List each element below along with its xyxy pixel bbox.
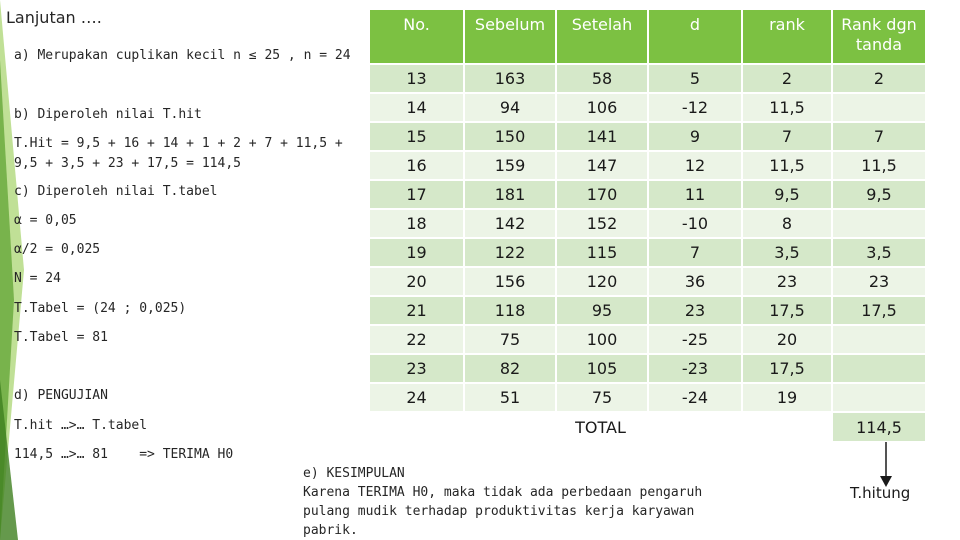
- wilcoxon-table: [370, 10, 927, 441]
- cell-rank-signed: [832, 325, 926, 354]
- cell-sebelum: 82: [464, 354, 556, 383]
- item-c: c) Diperoleh nilai T.tabel: [14, 184, 218, 199]
- cell-rank-signed: [832, 209, 926, 238]
- cell-sebelum: 163: [464, 64, 556, 93]
- cell-d: 12: [648, 151, 742, 180]
- alpha-half: α/2 = 0,025: [14, 242, 101, 257]
- cell-rank: 3,5: [742, 238, 832, 267]
- col-header-rank: rank: [742, 10, 832, 64]
- conclusion: [303, 464, 743, 540]
- total-row: [370, 412, 926, 441]
- cell-no: 15: [370, 122, 464, 151]
- cell-no: 23: [370, 354, 464, 383]
- cell-sebelum: 156: [464, 267, 556, 296]
- comparison-1: T.hit …>… T.tabel: [14, 418, 148, 433]
- total-label: TOTAL: [370, 412, 832, 441]
- thitung-label: T.hitung: [850, 484, 911, 502]
- cell-d: 7: [648, 238, 742, 267]
- col-header-rank-signed: Rank dgn tanda: [832, 10, 926, 64]
- n-value: N = 24: [14, 271, 61, 286]
- cell-setelah: 147: [556, 151, 648, 180]
- cell-sebelum: 122: [464, 238, 556, 267]
- cell-rank: 23: [742, 267, 832, 296]
- cell-sebelum: 142: [464, 209, 556, 238]
- cell-sebelum: 75: [464, 325, 556, 354]
- item-b: b) Diperoleh nilai T.hit: [14, 107, 202, 122]
- col-header-d: d: [648, 10, 742, 64]
- conclusion-heading: e) KESIMPULAN: [303, 466, 405, 481]
- slide-title: Lanjutan ….: [6, 8, 102, 27]
- cell-rank: 7: [742, 122, 832, 151]
- cell-rank: 17,5: [742, 296, 832, 325]
- cell-rank-signed: 9,5: [832, 180, 926, 209]
- cell-rank-signed: [832, 354, 926, 383]
- table-row: [370, 64, 926, 93]
- cell-d: 9: [648, 122, 742, 151]
- cell-rank: 11,5: [742, 151, 832, 180]
- table-row: [370, 267, 926, 296]
- cell-rank: 9,5: [742, 180, 832, 209]
- cell-rank-signed: [832, 383, 926, 412]
- cell-no: 19: [370, 238, 464, 267]
- cell-rank-signed: 2: [832, 64, 926, 93]
- cell-no: 22: [370, 325, 464, 354]
- cell-no: 13: [370, 64, 464, 93]
- cell-sebelum: 181: [464, 180, 556, 209]
- cell-sebelum: 150: [464, 122, 556, 151]
- cell-no: 16: [370, 151, 464, 180]
- table-row: [370, 180, 926, 209]
- cell-sebelum: 94: [464, 93, 556, 122]
- item-d: d) PENGUJIAN: [14, 388, 108, 403]
- cell-setelah: 106: [556, 93, 648, 122]
- cell-d: 23: [648, 296, 742, 325]
- cell-sebelum: 159: [464, 151, 556, 180]
- table-row: [370, 209, 926, 238]
- total-value: 114,5: [832, 412, 926, 441]
- table-row: [370, 122, 926, 151]
- cell-sebelum: 51: [464, 383, 556, 412]
- cell-rank-signed: 3,5: [832, 238, 926, 267]
- cell-rank-signed: 11,5: [832, 151, 926, 180]
- cell-rank-signed: 7: [832, 122, 926, 151]
- cell-rank: 19: [742, 383, 832, 412]
- cell-rank-signed: 23: [832, 267, 926, 296]
- cell-setelah: 95: [556, 296, 648, 325]
- cell-no: 17: [370, 180, 464, 209]
- cell-setelah: 105: [556, 354, 648, 383]
- ttabel-value: T.Tabel = 81: [14, 330, 108, 345]
- cell-rank: 2: [742, 64, 832, 93]
- cell-d: -24: [648, 383, 742, 412]
- table-row: [370, 238, 926, 267]
- table-row: [370, 325, 926, 354]
- cell-d: -12: [648, 93, 742, 122]
- cell-rank: 8: [742, 209, 832, 238]
- cell-no: 20: [370, 267, 464, 296]
- cell-setelah: 100: [556, 325, 648, 354]
- cell-setelah: 75: [556, 383, 648, 412]
- cell-setelah: 58: [556, 64, 648, 93]
- cell-d: 5: [648, 64, 742, 93]
- cell-setelah: 152: [556, 209, 648, 238]
- cell-no: 24: [370, 383, 464, 412]
- cell-setelah: 115: [556, 238, 648, 267]
- table-row: [370, 383, 926, 412]
- table-row: [370, 151, 926, 180]
- table-row: [370, 93, 926, 122]
- table-row: [370, 354, 926, 383]
- cell-setelah: 141: [556, 122, 648, 151]
- cell-d: 11: [648, 180, 742, 209]
- cell-d: 36: [648, 267, 742, 296]
- col-header-setelah: Setelah: [556, 10, 648, 64]
- cell-no: 18: [370, 209, 464, 238]
- cell-d: -23: [648, 354, 742, 383]
- table-row: [370, 296, 926, 325]
- cell-no: 14: [370, 93, 464, 122]
- cell-no: 21: [370, 296, 464, 325]
- cell-d: -25: [648, 325, 742, 354]
- conclusion-text: Karena TERIMA H0, maka tidak ada perbedaan pengaruh pulang mudik terhadap produktivitas kerja karyawan pabrik.: [303, 485, 703, 538]
- cell-d: -10: [648, 209, 742, 238]
- alpha: α = 0,05: [14, 213, 77, 228]
- cell-rank-signed: 17,5: [832, 296, 926, 325]
- thit-formula: T.Hit = 9,5 + 16 + 14 + 1 + 2 + 7 + 11,5 + 9,5 + 3,5 + 23 + 17,5 = 114,5: [14, 136, 343, 171]
- col-header-no: No.: [370, 10, 464, 64]
- ttabel-expression: T.Tabel = (24 ; 0,025): [14, 301, 187, 316]
- cell-setelah: 120: [556, 267, 648, 296]
- cell-rank-signed: [832, 93, 926, 122]
- cell-setelah: 170: [556, 180, 648, 209]
- table-header-row: [370, 10, 926, 64]
- down-arrow-icon: [878, 442, 894, 488]
- col-header-sebelum: Sebelum: [464, 10, 556, 64]
- comparison-2: 114,5 …>… 81 => TERIMA H0: [14, 447, 234, 462]
- cell-rank: 11,5: [742, 93, 832, 122]
- cell-rank: 20: [742, 325, 832, 354]
- item-a: a) Merupakan cuplikan kecil n ≤ 25 , n = 24: [14, 48, 351, 63]
- cell-rank: 17,5: [742, 354, 832, 383]
- cell-sebelum: 118: [464, 296, 556, 325]
